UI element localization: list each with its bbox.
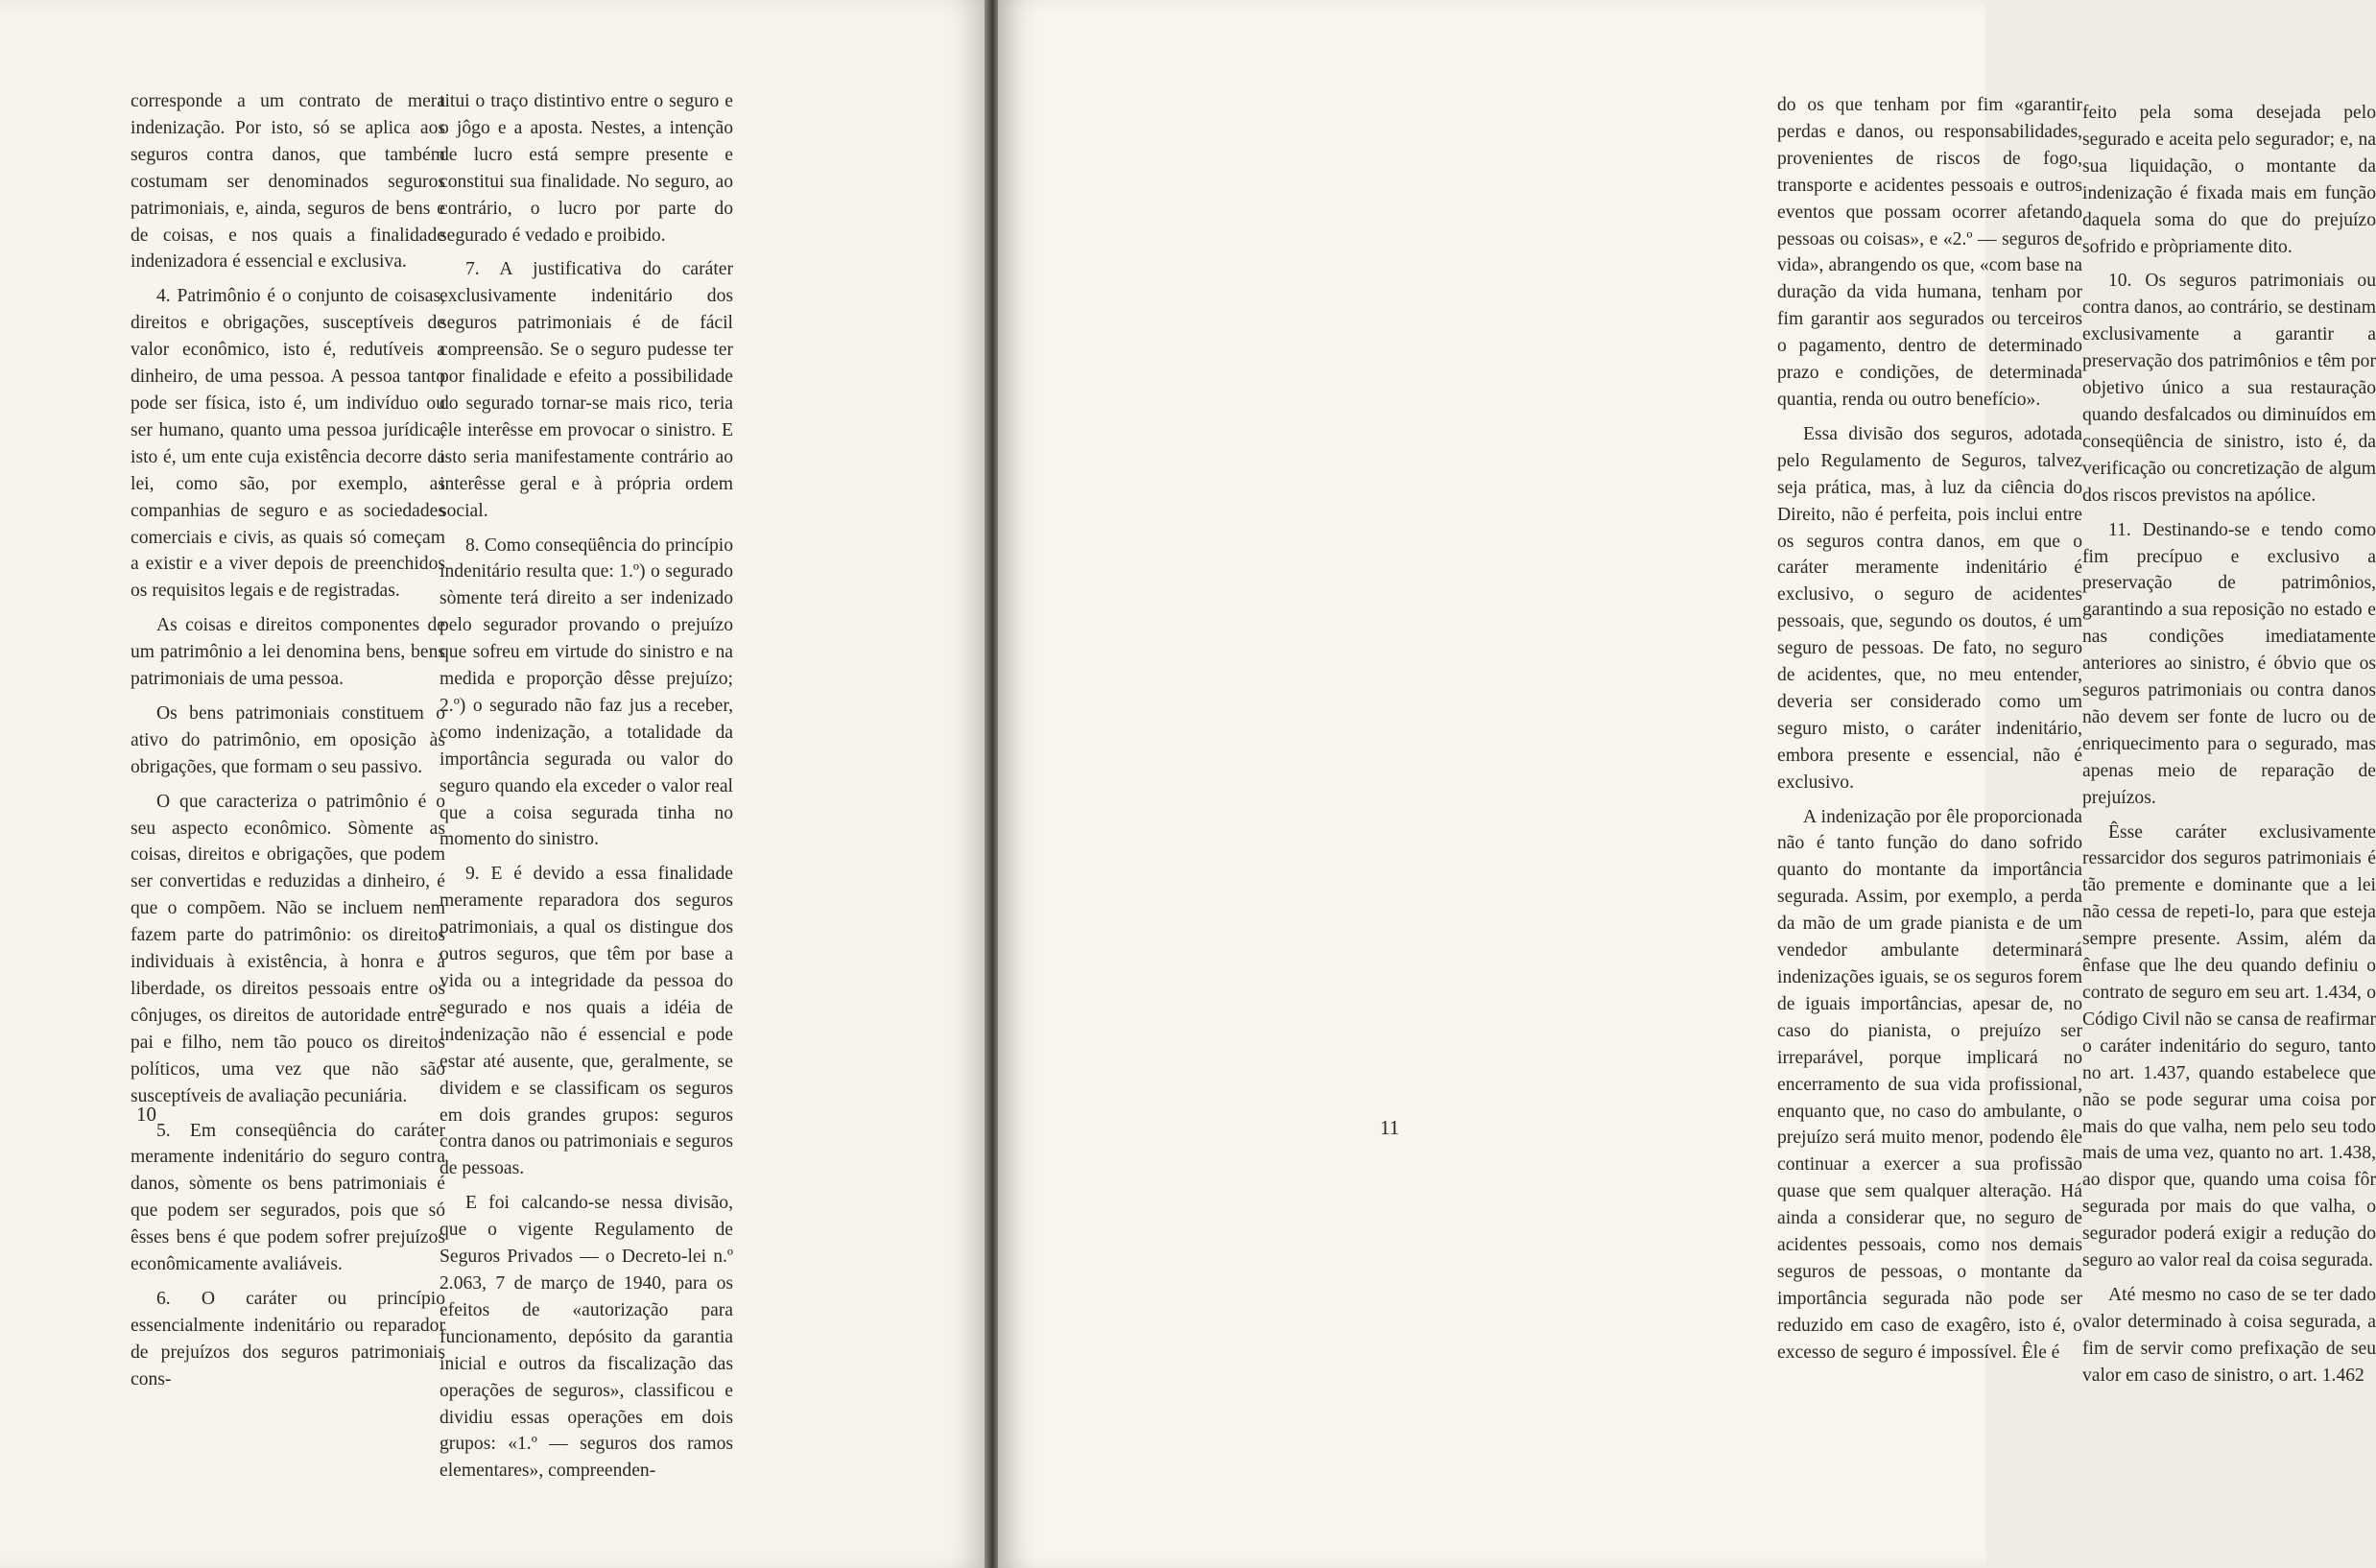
paragraph: 8. Como conseqüência do princípio indenitário resulta que: 1.º) o segurado sòmente terá direito a ser indenizado pelo segurador provando o prejuízo que sofreu em virtude do sinistro e na medida e proporção dêsse prejuízo; 2.º) o segurado não faz jus a receber, como indenização, a totalidade da importância segurada ou valor do seguro quando ela exceder o valor real que a coisa segurada tinha no momento do sinistro.: [440, 535, 733, 850]
paragraph: E foi calcando-se nessa divisão, que o vigente Regulamento de Seguros Privados — o Decreto-lei n.º 2.063, 7 de março de 1940, para os efeitos de «autorização para funcionamento, depósito da garantia inicial e outros da fiscalização das operações de seguros», classificou e dividiu essas operações em dois grupos: «1.º — seguros dos ramos elementares», compreenden-: [440, 1193, 733, 1482]
paragraph: corresponde a um contrato de mera indenização. Por isto, só se aplica aos seguros contra danos, que também costumam ser denominados seguros patrimoniais, e, ainda, seguros de bens e de coisas, e nos quais a finalidade indenizadora é essencial e exclusiva.: [131, 91, 445, 273]
left-page: [0, 0, 988, 1568]
paragraph: titui o traço distintivo entre o seguro e o jôgo e a aposta. Nestes, a intenção de lucro está sempre presente e constitui sua finalidade. No seguro, ao contrário, o lucro por parte do segurado é vedado e proibido.: [440, 91, 733, 246]
paragraph: Essa divisão dos seguros, adotada pelo Regulamento de Seguros, talvez seja prática, mas, à luz da ciência do Direito, não é perfeita, pois inclui entre os seguros contra danos, em que o caráter meramente indenitário é exclusivo, o seguro de acidentes pessoais, que, segundo os doutos, é um seguro de pessoas. De fato, no seguro de acidentes, que, no meu entender, deveria ser considerado como um seguro misto, o caráter indenitário, embora presente e essencial, não é exclusivo.: [1777, 423, 2082, 793]
right-page-column-2: [2082, 100, 2376, 1397]
page-number: 11: [1380, 1116, 1400, 1139]
left-page-column-2: [440, 88, 733, 1492]
paragraph: 6. O caráter ou princípio essencialmente indenitário ou reparador de prejuízos dos seguros patrimoniais cons-: [131, 1288, 445, 1390]
paragraph: A indenização por êle proporcionada não é tanto função do dano sofrido quanto do montante da importância segurada. Assim, por exemplo, a perda da mão de um grade pianista e de um vendedor ambulante determinará indenizações iguais, se os seguros forem de iguais importâncias, apesar de, no caso do pianista, o prejuízo ser irreparável, porque implicará no encerramento de sua vida profissional, enquanto que, no caso do ambulante, o prejuízo será muito menor, podendo êle continuar a exercer a sua profissão quase que sem qualquer alteração. Há ainda a considerar que, no seguro de acidentes pessoais, como nos demais seguros de pessoas, o montante da importância segurada não pode ser reduzido em caso de exagêro, isto é, o excesso de seguro é impossível. Êle é: [1777, 806, 2082, 1363]
paragraph: Os bens patrimoniais constituem o ativo do patrimônio, em oposição às obrigações, que formam o seu passivo.: [131, 702, 445, 777]
paragraph: 9. E é devido a essa finalidade meramente reparadora dos seguros patrimoniais, a qual os distingue dos outros seguros, que têm por base a vida ou a integridade da pessoa do segurado e nos quais a idéia de indenização não é essencial e pode estar até ausente, que, geralmente, se dividem e se classificam os seguros em dois grandes grupos: seguros contra danos ou patrimoniais e seguros de pessoas.: [440, 864, 733, 1179]
paragraph: 4. Patrimônio é o conjunto de coisas, direitos e obrigações, susceptíveis de valor econômico, isto é, redutíveis a dinheiro, de uma pessoa. A pessoa tanto pode ser física, isto é, um indivíduo ou ser humano, quanto uma pessoa jurídica, isto é, um ente cuja existência decorre da lei, como são, por exemplo, as companhias de seguro e as sociedades comerciais e civis, as quais só começam a existir e a viver depois de preenchidos os requisitos legais e de registradas.: [131, 286, 445, 602]
paragraph: do os que tenham por fim «garantir perdas e danos, ou responsabilidades, provenientes de riscos de fogo, transporte e acidentes pessoais e outros eventos que possam ocorrer afetando pessoas ou coisas», e «2.º — seguros de vida», abrangendo os que, «com base na duração da vida humana, tenham por fim garantir aos segurados ou terceiros o pagamento, dentro de determinado prazo e condições, de determinada quantia, renda ou outro benefício».: [1777, 95, 2082, 410]
paragraph: Até mesmo no caso de se ter dado valor determinado à coisa segurada, a fim de servir como prefixação de seu valor em caso de sinistro, o art. 1.462: [2082, 1284, 2376, 1386]
left-page-column-1: [131, 88, 445, 1401]
paragraph: 10. Os seguros patrimoniais ou contra danos, ao contrário, se destinam exclusivamente a garantir a preservação dos patrimônios e têm por objetivo único a sua restauração quando desfalcados ou diminuídos em conseqüência de sinistro, isto é, da verificação ou concretização de algum dos riscos previstos na apólice.: [2082, 271, 2376, 506]
paragraph: 7. A justificativa do caráter exclusivamente indenitário dos seguros patrimoniais é de fácil compreensão. Se o seguro pudesse ter por finalidade e efeito a possibilidade do segurado tornar-se mais rico, teria êle interêsse em provocar o sinistro. E isto seria manifestamente contrário ao interêsse geral e à própria ordem social.: [440, 259, 733, 521]
page-number: 10: [136, 1103, 156, 1126]
paragraph: Êsse caráter exclusivamente ressarcidor dos seguros patrimoniais é tão premente e dominante que a lei não cessa de repeti-lo, para que esteja sempre presente. Assim, além da ênfase que lhe deu quando definiu o contrato de seguro em seu art. 1.434, o Código Civil não se cansa de reafirmar o caráter indenitário do seguro, tanto no art. 1.437, quando estabelece que não se pode segurar uma coisa por mais do que valha, nem pelo seu todo mais de uma vez, quanto no art. 1.438, ao dispor que, quando uma coisa fôr segurada por mais do que valha, o segurador poderá exigir a redução do seguro ao valor real da coisa segurada.: [2082, 821, 2376, 1271]
right-page: [998, 0, 2376, 1568]
paragraph: As coisas e direitos componentes de um patrimônio a lei denomina bens, bens patrimoniais de uma pessoa.: [131, 615, 445, 690]
paragraph: 11. Destinando-se e tendo como fim precípuo e exclusivo a preservação de patrimônios, garantindo a sua reposição no estado e nas condições imediatamente anteriores ao sinistro, é óbvio que os seguros patrimoniais ou contra danos não devem ser fonte de lucro ou de enriquecimento para o segurado, mas apenas meio de reparação de prejuízos.: [2082, 519, 2376, 808]
paragraph: 5. Em conseqüência do caráter meramente indenitário do seguro contra danos, sòmente os bens patrimoniais é que podem ser segurados, pois que só êsses bens é que podem sofrer prejuízos econômicamente avaliáveis.: [131, 1120, 445, 1275]
paragraph: O que caracteriza o patrimônio é o seu aspecto econômico. Sòmente as coisas, direitos e obrigações, que podem ser convertidas e reduzidas a dinheiro, é que o compõem. Não se incluem nem fazem parte do patrimônio: os direitos individuais à existência, à honra e à liberdade, os direitos pessoais entre os cônjuges, os direitos de autoridade entre pai e filho, nem tão pouco os direitos políticos, uma vez que não são susceptíveis de avaliação pecuniária.: [131, 791, 445, 1106]
paragraph: feito pela soma desejada pelo segurado e aceita pelo segurador; e, na sua liquidação, o montante da indenização é fixada mais em função daquela soma do que do prejuízo sofrido e pròpriamente dito.: [2082, 103, 2376, 257]
right-page-column-1: [1777, 92, 2082, 1374]
